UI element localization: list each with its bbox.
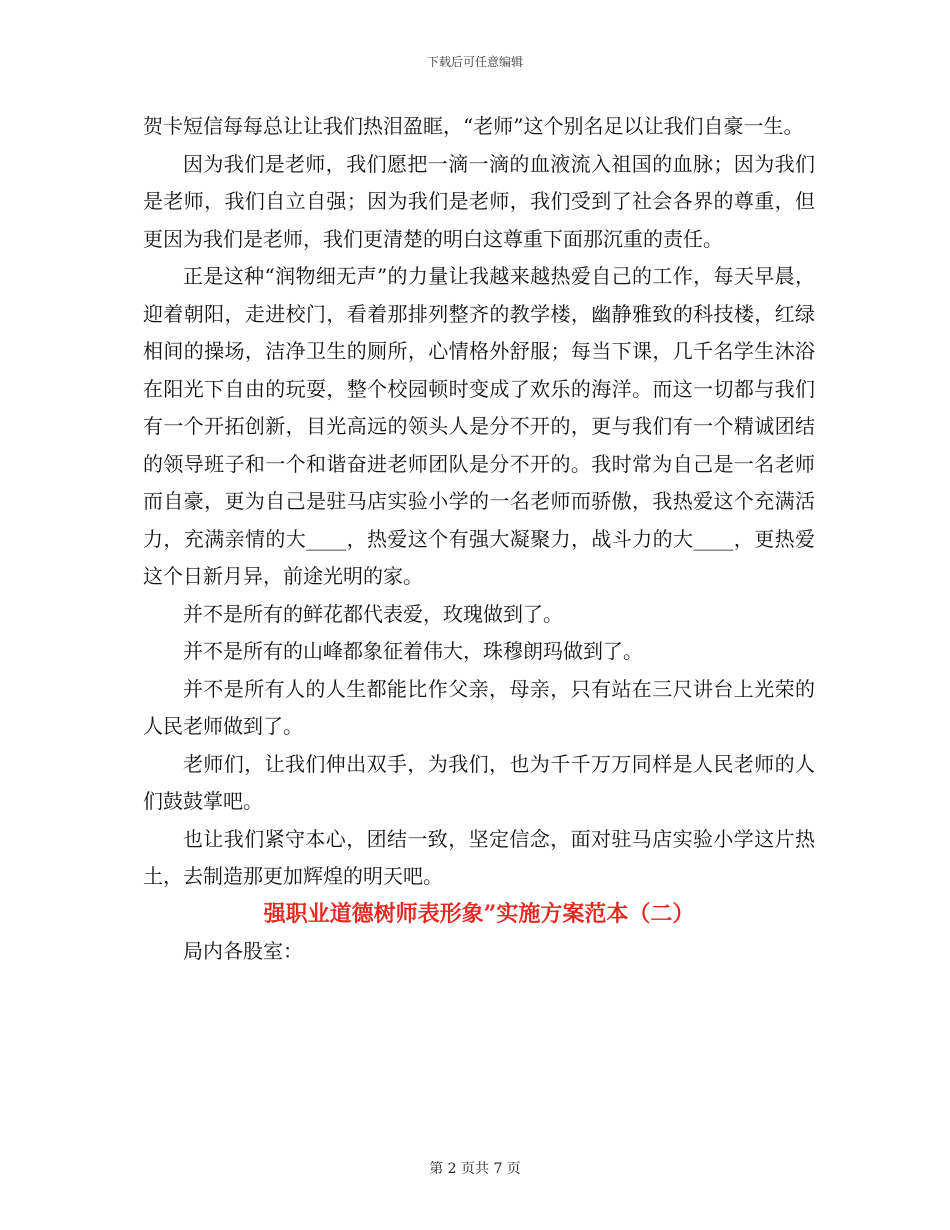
section-first-line: 局内各股室：: [183, 939, 303, 963]
paragraph: 并不是所有人的人生都能比作父亲，母亲，只有站在三尺讲台上光荣的人民老师做到了。: [143, 676, 815, 738]
paragraph: 因为我们是老师，我们愿把一滴一滴的血液流入祖国的血脉；因为我们是老师，我们自立自强；因为我们是老师，我们受到了社会各界的尊重，但更因为我们是老师，我们更清楚的明白这尊重下面那沉重的责任。: [143, 151, 815, 251]
paragraph: 也让我们紧守本心，团结一致，坚定信念，面对驻马店实验小学这片热土，去制造那更加辉煌的明天吧。: [143, 826, 815, 888]
paragraph: 并不是所有的鲜花都代表爱，玫瑰做到了。: [183, 601, 563, 626]
paragraph: 正是这种“润物细无声”的力量让我越来越热爱自己的工作，每天早晨，迎着朝阳，走进校门，看着那排列整齐的教学楼，幽静雅致的科技楼，红绿相间的操场，洁净卫生的厕所，心情格外舒服；每当下课，几千名学生沐浴在阳光下自由的玩耍，整个校园顿时变成了欢乐的海洋。而这一切都与我们有一个开拓创新，目光高远的领头人是分不开的，更与我们有一个精诚团结的领导班子和一个和谐奋进老师团队是分不开的。我时常为自己是一名老师而自豪，更为自己是驻马店实验小学的一名老师而骄傲，我热爱这个充满活力，充满亲情的大____，热爱这个有强大凝聚力，战斗力的大____，更热爱这个日新月异，前途光明的家。: [143, 264, 815, 588]
page-number: 第 2 页共 7 页: [429, 1161, 521, 1177]
paragraph: 老师们，让我们伸出双手，为我们，也为千千万万同样是人民老师的人们鼓鼓掌吧。: [143, 751, 815, 813]
paragraph: 并不是所有的山峰都象征着伟大，珠穆朗玛做到了。: [183, 639, 643, 663]
paragraph: 贺卡短信每每总让让我们热泪盈眶，“老师”这个别名足以让我们自豪一生。: [143, 114, 804, 138]
page-header: 下载后可任意编辑: [426, 55, 523, 69]
document-body: [143, 108, 815, 971]
section-title: 强职业道德树师表形象”实施方案范本（二）: [263, 900, 695, 927]
